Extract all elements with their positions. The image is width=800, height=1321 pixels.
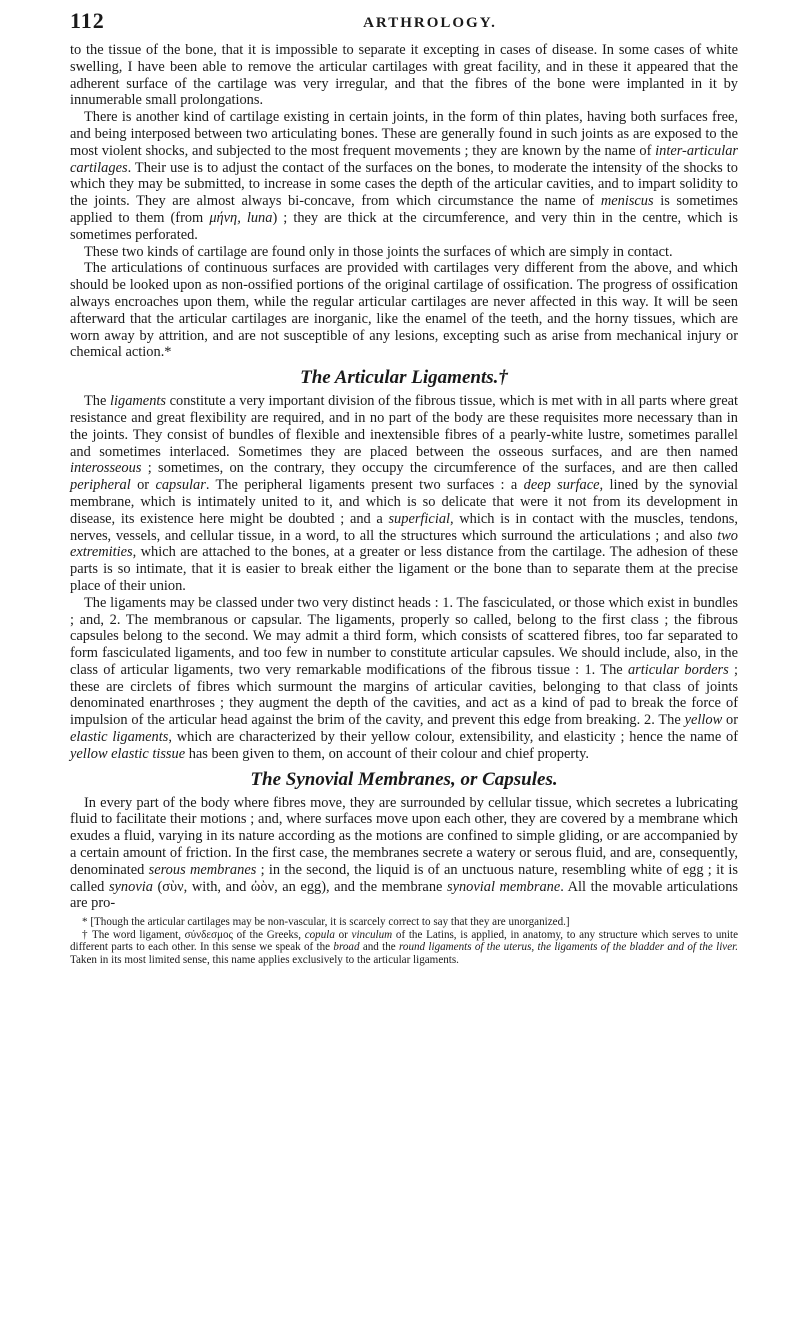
paragraph-3: These two kinds of cartilage are found only in those joints the surfaces of which are simply in contact. (84, 243, 673, 260)
section-heading-synovial: The Synovial Membranes, or Capsules. (250, 768, 558, 790)
running-head: ARTHROLOGY. (363, 14, 497, 31)
paragraph-4: The articulations of continuous surfaces are provided with cartilages very different from the above, and which should be looked upon as non-ossified portions of the original cartilage of ossification. The progress of ossification always encroaches upon them, while the regular articular cartilages are never affected in this way. It will be seen afterward that the articular cartilages are inorganic, like the enamel of the teeth, and the horny tissues, which are worn away by attrition, and are not susceptible of any lesions, excepting such as arise from mechanical injury or chemical action.* (70, 260, 738, 361)
paragraph-2: There is another kind of cartilage existing in certain joints, in the form of thin plates, having both surfaces free, and being interposed between two articulating bones. These are generally found in such joints as are exposed to the most violent shocks, and subjected to the most frequent movements ; they are known by the name of inter-articular cartilages. Their use is to adjust the contact of the surfaces on the bones, to moderate the intensity of the shocks to which they may be submitted, to increase in some cases the depth of the articular cavities, and to impart solidity to the joints. They are almost always bi-concave, from which circumstance the name of meniscus is sometimes applied to them (from μήνη, luna) ; they are thick at the circumference, and very thin in the centre, which is sometimes perforated. (70, 109, 738, 243)
page-header (70, 6, 730, 40)
paragraph-6: The ligaments may be classed under two very distinct heads : 1. The fasciculated, or those which exist in bundles ; and, 2. The membranous or capsular. The ligaments, properly so called, belong to the first class ; the fibrous capsules belong to the second. We may admit a third form, which consists of scattered fibres, too far separated to form fasciculated ligaments, and too few in number to constitute articular capsules. We should include, also, in the class of articular ligaments, two very remarkable modifications of the fibrous tissue : 1. The articular borders ; these are circlets of fibres which surmount the margins of articular cavities, belonging to that class of joints denominated enarthroses ; they augment the depth of the cavities, and act as a kind of pad to break the force of impulsion of the articular head against the brim of the cavity, and prevent this edge from breaking. 2. The yellow or elastic ligaments, which are characterized by their yellow colour, extensibility, and elasticity ; hence the name of yellow elastic tissue has been given to them, on account of their colour and chief property. (70, 594, 739, 762)
paragraph-1: to the tissue of the bone, that it is impossible to separate it excepting in cases of disease. In some cases of white swelling, I have been able to remove the articular cartilages with great facility, and in these it appeared that the adherent surface of the cartilage was very irregular, and that the fibres of the bone were implanted in it by innumerable small prolongations. (70, 42, 738, 109)
paragraph-7: In every part of the body where fibres move, they are surrounded by cellular tissue, which secretes a lubricating fluid to facilitate their motions ; and, where surfaces move upon each other, they are covered by a membrane which exudes a fluid, varying in its nature according as the motions are confined to simple gliding, or are accompanied by a certain amount of friction. In the first case, the membranes secrete a watery or serous fluid, and are, consequently, denominated serous membranes ; in the second, the liquid is of an unctuous nature, resembling white of egg ; it is called synovia (σὺν, with, and ὠὸν, an egg), and the membrane synovial membrane. All the movable articulations are pro- (70, 794, 739, 912)
page-body (70, 42, 738, 967)
footnotes (70, 916, 738, 966)
paragraph-5: The ligaments constitute a very important division of the fibrous tissue, which is met with in all parts where great resistance and great flexibility are required, and in no part of the body are these requisites more necessary than in the joints. They consist of bundles of flexible and inextensible fibres of a pearly-white lustre, sometimes parallel and sometimes interlaced. Sometimes they are placed between the osseous surfaces, and are then named interosseous ; sometimes, on the contrary, they occupy the circumference of the surfaces, and are then called peripheral or capsular. The peripheral ligaments present two surfaces : a deep surface, lined by the synovial membrane, which is intimately united to it, and which is so delicate that were it not from its development in disease, its existence here might be doubted ; and a superficial, which is in contact with the muscles, tendons, nerves, vessels, and cellular tissue, in a word, to all the structures which surround the articulations ; and also two extremities, which are attached to the bones, at a greater or less distance from the cartilage. The adhesion of these parts is so intimate, that it is easier to break either the ligament or the bone than to separate them at the precise place of their union. (70, 393, 739, 594)
footnote-1: * [Though the articular cartilages may be non-vascular, it is scarcely correct to say that they are unorganized.] (82, 916, 570, 929)
section-heading-ligaments: The Articular Ligaments.† (300, 367, 508, 389)
footnote-2: † The word ligament, σύνδεσμος of the Greeks, copula or vinculum of the Latins, is applied, in anatomy, to any structure which serves to unite different parts to each other. In this sense we speak of the broad and the round ligaments of the uterus, the ligaments of the bladder and of the liver. Taken in its most limited sense, this name applies exclusively to the articular ligaments. (70, 928, 739, 967)
page-number: 112 (70, 8, 105, 33)
